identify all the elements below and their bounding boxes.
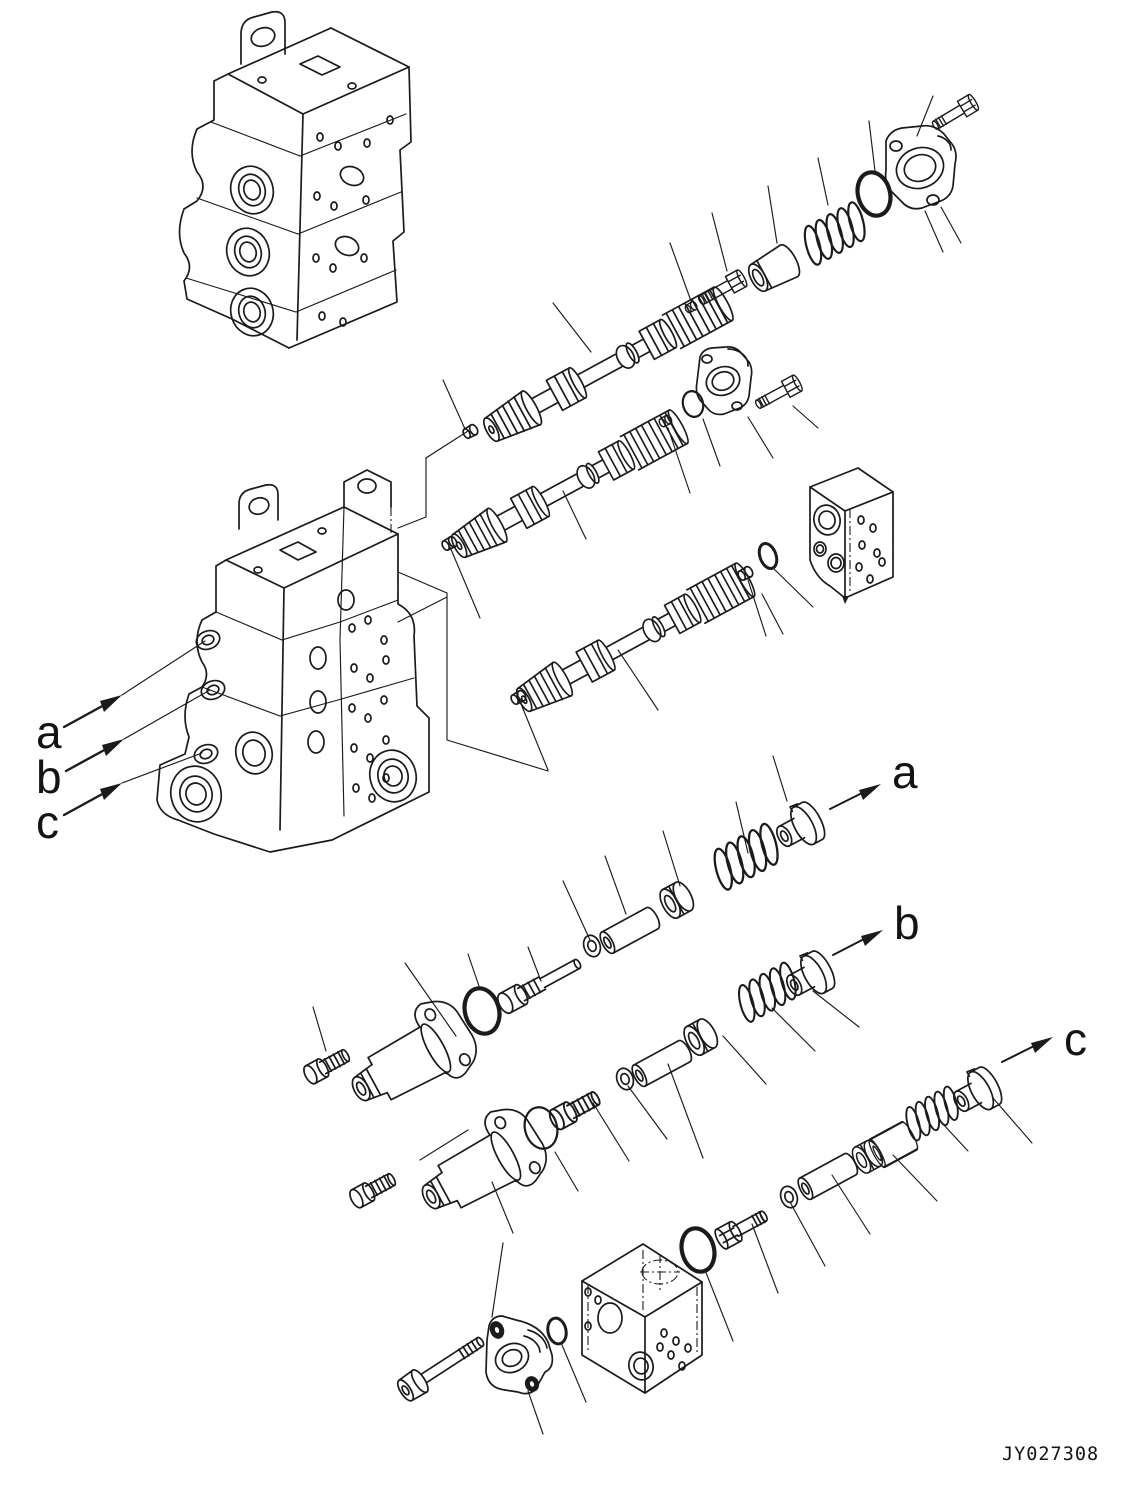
detail-row-b (347, 946, 839, 1233)
section-label-a-right: a (892, 746, 918, 798)
port-c (192, 741, 221, 766)
section-arrow-b-right (833, 897, 920, 955)
bottom-block (582, 1244, 702, 1393)
threaded-bore (221, 223, 276, 282)
washer (778, 1184, 801, 1210)
threaded-bore (225, 283, 280, 342)
bushing (743, 242, 803, 297)
section-label-a-left: a (36, 706, 62, 758)
section-arrow-a-right (830, 746, 918, 809)
bolt (301, 1046, 352, 1086)
section-arrow-c-right (1002, 1013, 1087, 1065)
retainer-collar (656, 879, 698, 921)
threaded-bore (231, 728, 277, 778)
section-label-c-left: c (36, 796, 59, 848)
sleeve (597, 905, 662, 955)
sleeve (629, 1038, 694, 1088)
sleeve (795, 1151, 860, 1201)
section-label-c-right: c (1064, 1013, 1087, 1065)
o-ring (680, 389, 706, 419)
hex-bolt (713, 1205, 771, 1250)
solenoid-valve (403, 1098, 557, 1233)
elbow-cover (486, 1316, 552, 1394)
end-cover-flange (886, 126, 956, 209)
drawing-number: JY027308 (1002, 1444, 1100, 1465)
section-label-b-left: b (36, 751, 62, 803)
bolt (347, 1170, 398, 1210)
o-ring (756, 541, 780, 571)
valve-spool-2 (446, 408, 691, 565)
leader-lines (313, 96, 1032, 1434)
retainer-collar (680, 1016, 722, 1058)
detail-row-c (677, 1062, 1007, 1276)
long-bolt (394, 1330, 489, 1404)
o-ring (545, 1316, 568, 1345)
section-arrow-b-left (36, 690, 210, 803)
threaded-bore (165, 760, 228, 827)
spring (728, 959, 807, 1026)
section-label-b-right: b (894, 897, 920, 949)
screw (695, 269, 748, 310)
o-ring (460, 984, 505, 1037)
stepped-cap (945, 1062, 1006, 1123)
pilot-section-parts (684, 93, 980, 314)
threaded-bore (364, 745, 422, 807)
bottom-assembly (394, 1244, 702, 1404)
bolt-hole-pattern (258, 77, 393, 326)
valve-spool-3 (511, 561, 758, 719)
port-b (199, 677, 228, 702)
end-block (756, 468, 893, 604)
spool-end-cover (658, 347, 804, 428)
long-bolt (495, 953, 585, 1016)
valve-spool-1 (478, 285, 736, 449)
lower-valve-body (157, 470, 429, 852)
bolt (752, 374, 803, 413)
detail-row-a (301, 797, 829, 1125)
o-ring (677, 1225, 719, 1276)
spring (896, 1083, 968, 1144)
bolt (547, 1087, 603, 1131)
upper-valve-body (180, 12, 412, 348)
